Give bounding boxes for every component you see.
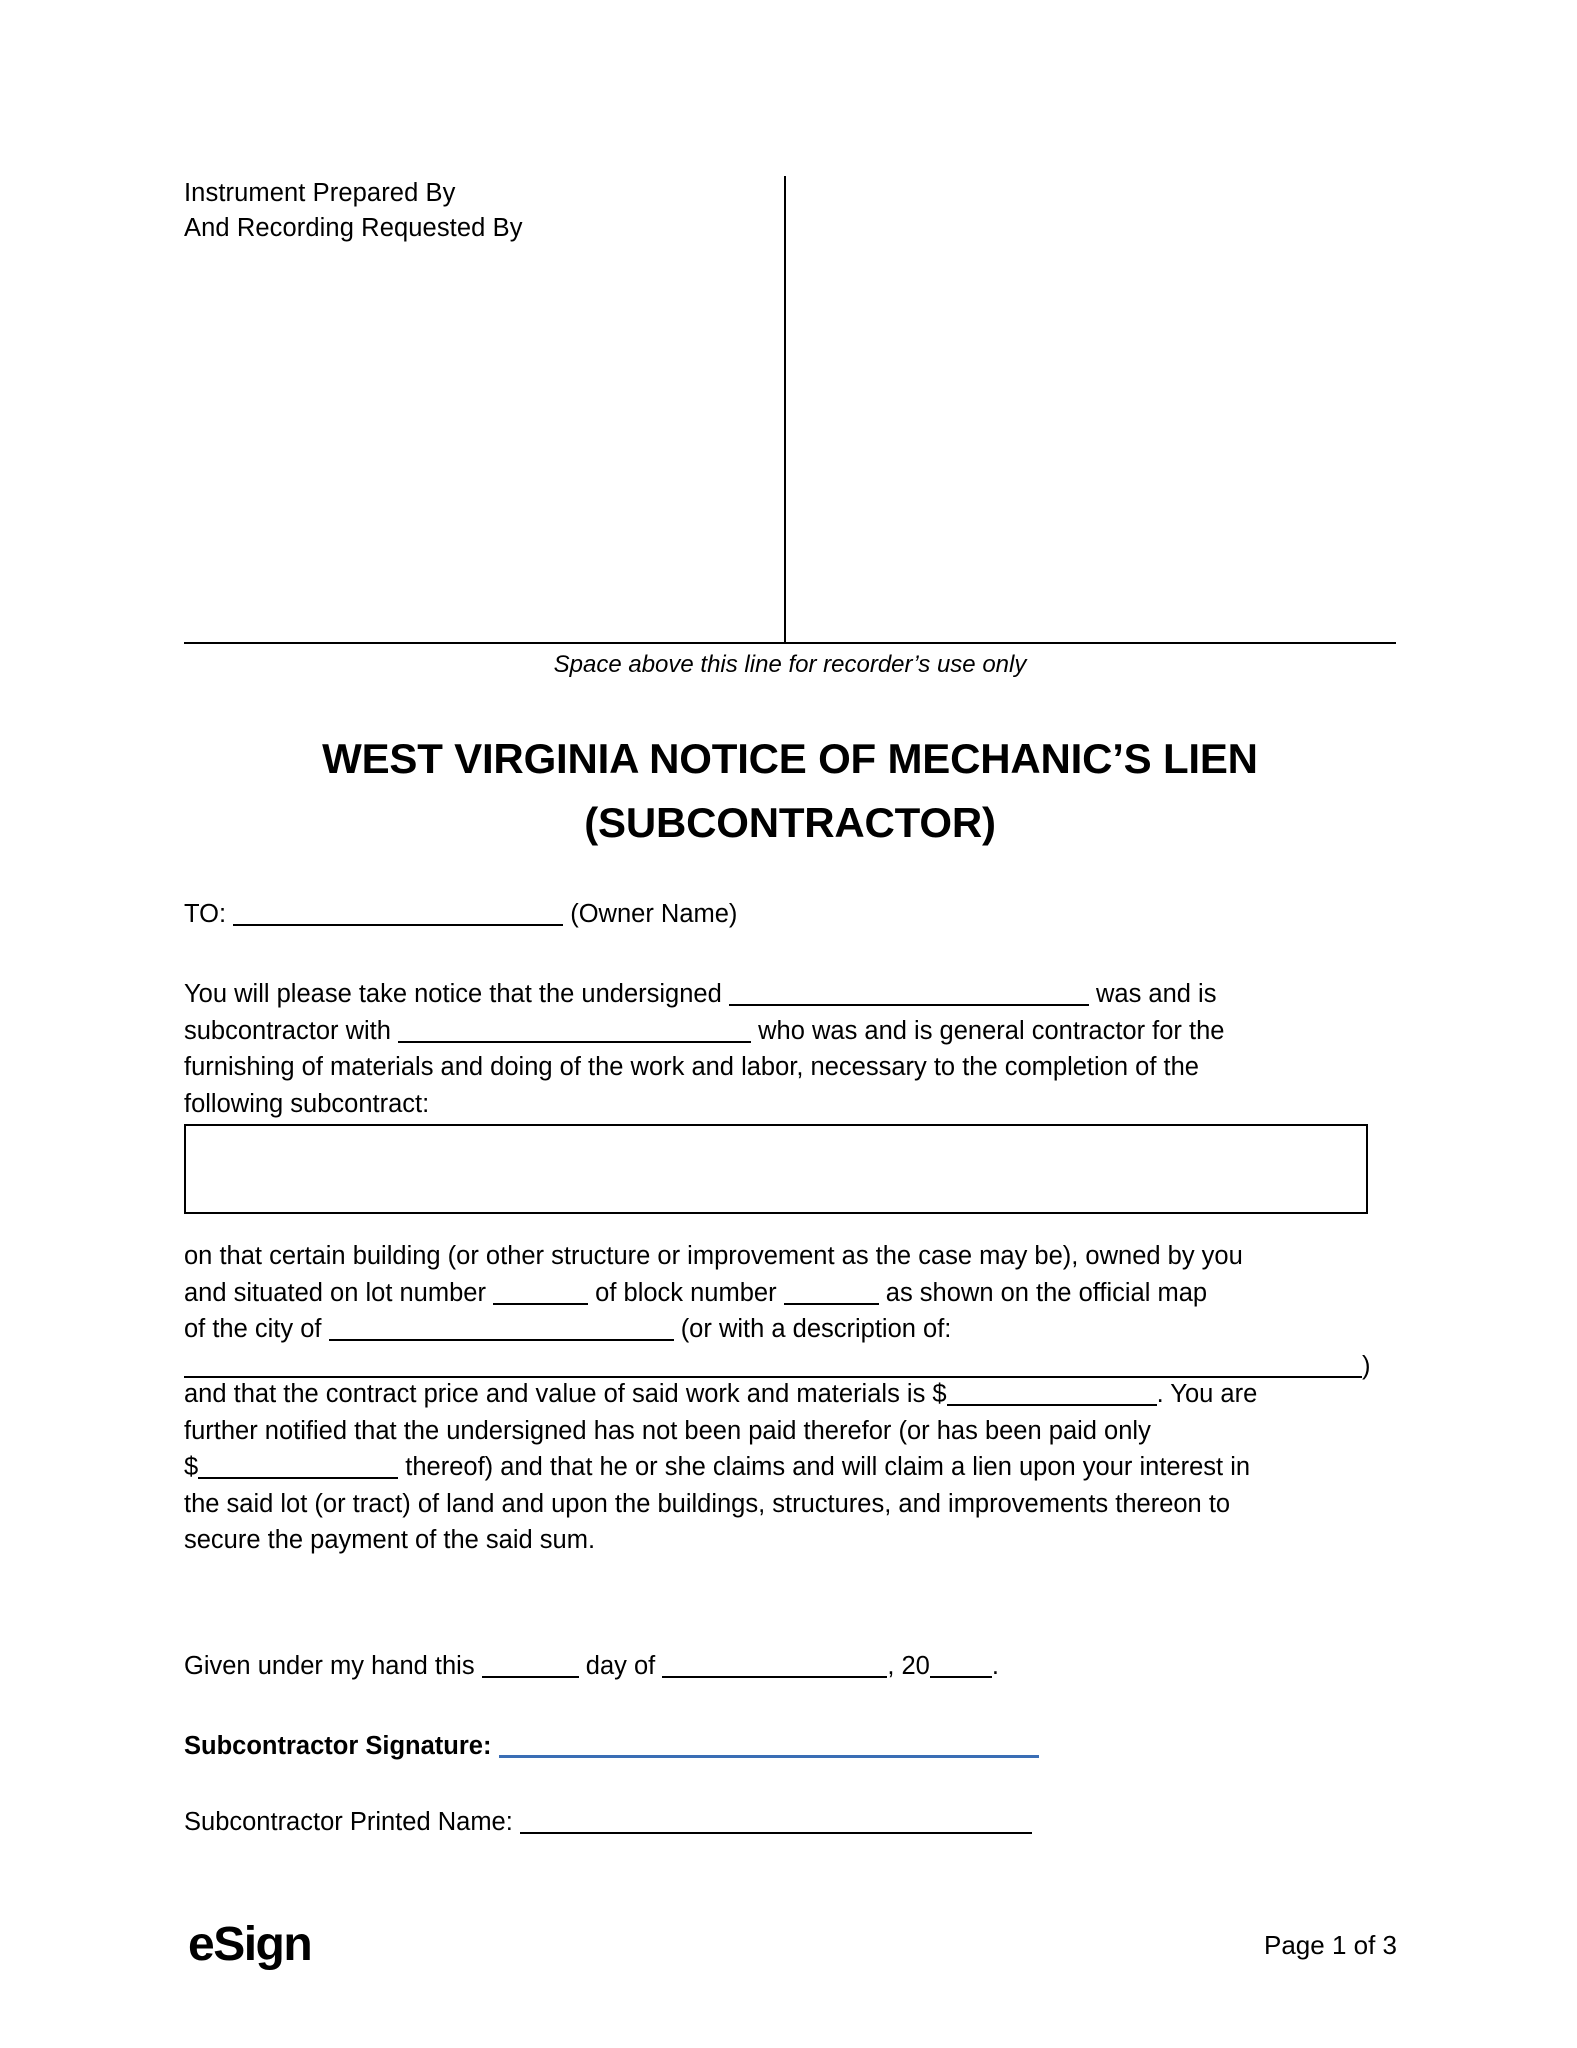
general-contractor-blank[interactable] bbox=[398, 1015, 751, 1043]
para3-seg2: . You are bbox=[1156, 1380, 1258, 1408]
given-seg3: , 20 bbox=[887, 1652, 930, 1680]
notice-paragraph-2 bbox=[184, 1238, 1396, 1384]
block-number-blank[interactable] bbox=[784, 1277, 879, 1305]
para1-seg1: You will please take notice that the undersigned bbox=[184, 980, 722, 1008]
day-blank[interactable] bbox=[482, 1650, 579, 1678]
para1-seg2: was and is bbox=[1095, 980, 1217, 1008]
subcontractor-signature-field[interactable] bbox=[499, 1729, 1039, 1758]
notice-paragraph-1 bbox=[184, 976, 1396, 1122]
month-blank[interactable] bbox=[662, 1650, 887, 1678]
para1-seg6: following subcontract: bbox=[184, 1089, 430, 1118]
year-blank[interactable] bbox=[930, 1650, 992, 1678]
undersigned-name-blank[interactable] bbox=[729, 978, 1089, 1006]
given-seg2: day of bbox=[585, 1652, 656, 1680]
subcontract-description-box[interactable] bbox=[184, 1124, 1368, 1214]
owner-name-hint: (Owner Name) bbox=[570, 900, 738, 928]
given-seg4: . bbox=[991, 1652, 999, 1680]
subcontractor-printed-name-row bbox=[184, 1804, 1396, 1840]
para1-seg4: who was and is general contractor for the bbox=[758, 1016, 1225, 1045]
city-name-blank[interactable] bbox=[329, 1313, 674, 1341]
subcontractor-printed-name-field[interactable] bbox=[520, 1806, 1032, 1834]
para3-seg3: further notified that the undersigned has not been paid therefor (or has been paid only bbox=[184, 1416, 1151, 1445]
para2-seg3: of block number bbox=[595, 1278, 777, 1307]
page-title: WEST VIRGINIA NOTICE OF MECHANIC’S LIEN bbox=[322, 735, 1258, 782]
to-label: TO: bbox=[184, 900, 227, 928]
page-subtitle: (SUBCONTRACTOR) bbox=[584, 799, 996, 846]
subcontractor-printed-name-label: Subcontractor Printed Name: bbox=[184, 1808, 513, 1836]
recorder-block bbox=[184, 176, 1396, 678]
recorder-use-caption: Space above this line for recorder’s use only bbox=[553, 651, 1027, 678]
para2-seg1: on that certain building (or other structure or improvement as the case may be), owned by you bbox=[184, 1242, 1243, 1270]
owner-name-blank[interactable] bbox=[233, 898, 563, 926]
para2-seg6: (or with a description of: bbox=[680, 1315, 952, 1343]
esign-logo: eSign bbox=[188, 1918, 312, 1971]
given-seg1: Given under my hand this bbox=[184, 1652, 475, 1680]
para3-seg4: $ bbox=[184, 1453, 199, 1481]
para1-seg5: furnishing of materials and doing of the work and labor, necessary to the completion of the bbox=[184, 1053, 1199, 1081]
recorder-horizontal-divider bbox=[184, 642, 1396, 644]
contract-price-blank[interactable] bbox=[947, 1378, 1157, 1406]
given-under-hand-line bbox=[184, 1648, 1396, 1685]
para3-seg5: thereof) and that he or she claims and will claim a lien upon your interest in bbox=[405, 1453, 1251, 1481]
property-description-blank[interactable] bbox=[184, 1350, 1362, 1378]
para2-seg4: as shown on the official map bbox=[885, 1278, 1208, 1307]
para1-seg3: subcontractor with bbox=[184, 1016, 391, 1045]
lot-number-blank[interactable] bbox=[493, 1277, 588, 1305]
amount-paid-blank[interactable] bbox=[198, 1451, 398, 1479]
page-indicator: Page 1 of 3 bbox=[1264, 1930, 1397, 1960]
instrument-prepared-by-label: Instrument Prepared By bbox=[184, 179, 456, 207]
para2-seg7: ) bbox=[1362, 1351, 1371, 1380]
recorder-vertical-divider bbox=[784, 176, 786, 642]
to-line bbox=[184, 896, 1396, 933]
para3-seg7: secure the payment of the said sum. bbox=[184, 1526, 596, 1554]
para2-seg5: of the city of bbox=[184, 1315, 322, 1343]
para3-seg6: the said lot (or tract) of land and upon the buildings, structures, and improvements thereon to bbox=[184, 1489, 1231, 1518]
subcontractor-signature-row bbox=[184, 1728, 1396, 1764]
notice-paragraph-3 bbox=[184, 1376, 1396, 1559]
para2-seg2: and situated on lot number bbox=[184, 1278, 486, 1307]
para3-seg1: and that the contract price and value of said work and materials is $ bbox=[184, 1380, 947, 1408]
subcontractor-signature-label: Subcontractor Signature: bbox=[184, 1732, 492, 1760]
prepared-by-group bbox=[184, 176, 784, 246]
recording-requested-by-label: And Recording Requested By bbox=[184, 214, 523, 242]
